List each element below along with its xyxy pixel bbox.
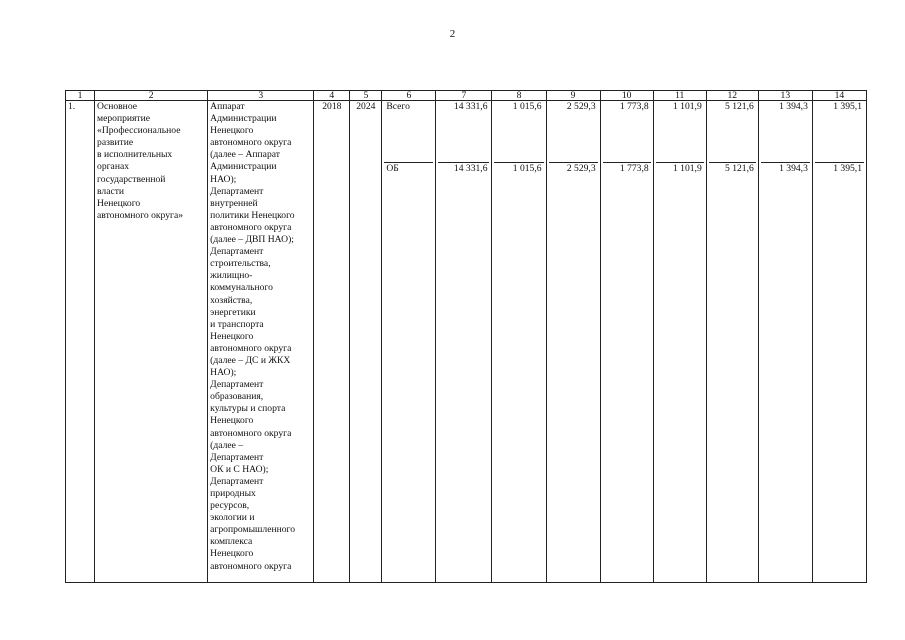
amount-ob: 5 121,6: [725, 163, 754, 174]
text-line: НАО);: [210, 173, 237, 185]
column-header: 5: [350, 91, 382, 101]
text-line: (далее – Аппарат: [210, 149, 280, 161]
text-line: политики Ненецкого: [210, 209, 295, 221]
text-line: энергетики: [210, 306, 256, 318]
amount-total: 1 773,8: [603, 101, 651, 163]
text-line: автономного округа»: [97, 209, 183, 221]
column-header: 12: [706, 91, 758, 101]
text-line: автономного округа: [210, 427, 292, 439]
page-number: 2: [449, 28, 456, 40]
amount-cell: [436, 101, 492, 583]
text-line: комплекса: [210, 536, 253, 548]
text-line: Ненецкого: [210, 548, 254, 560]
amount-cell: [812, 101, 866, 583]
text-line: Департамент: [210, 451, 264, 463]
amount-cell: [600, 101, 653, 583]
amount-total: 1 015,6: [494, 101, 543, 163]
text-line: экологии и: [210, 512, 255, 524]
text-line: Основное: [97, 101, 137, 112]
amount-ob: 14 331,6: [453, 163, 488, 174]
year-start: 2018: [314, 101, 350, 583]
column-header: 9: [546, 91, 600, 101]
text-line: коммунального: [210, 282, 273, 294]
column-header: 4: [314, 91, 350, 101]
amount-total: 2 529,3: [549, 101, 598, 163]
text-line: строительства,: [210, 258, 271, 270]
column-header: 10: [600, 91, 653, 101]
column-header: 1: [66, 91, 95, 101]
budget-table: [65, 90, 867, 583]
funding-source-ob: ОБ: [386, 163, 399, 174]
row-number: 1.: [66, 101, 95, 583]
text-line: образования,: [210, 391, 264, 403]
amount-total: 1 394,3: [761, 101, 810, 163]
amount-cell: [706, 101, 758, 583]
text-line: Администрации: [210, 161, 277, 173]
text-line: культуры и спорта: [210, 403, 286, 415]
amount-cell: [653, 101, 706, 583]
amount-total: 14 331,6: [438, 101, 489, 163]
column-header: 13: [758, 91, 812, 101]
amount-total: 1 395,1: [815, 101, 864, 163]
text-line: Департамент: [210, 379, 264, 391]
text-line: Департамент: [210, 475, 264, 487]
text-line: НАО);: [210, 367, 237, 379]
amount-cell: [758, 101, 812, 583]
text-line: ОК и С НАО);: [210, 463, 269, 475]
executor-list: [208, 101, 314, 583]
text-line: ресурсов,: [210, 500, 250, 512]
column-header: 6: [382, 91, 436, 101]
text-line: Ненецкого: [210, 125, 254, 137]
column-header: 8: [492, 91, 546, 101]
text-line: Ненецкого: [210, 330, 254, 342]
amount-ob: 1 773,8: [619, 163, 649, 174]
text-line: (далее – ДВП НАО);: [210, 234, 294, 246]
funding-source-total: Всего: [384, 101, 433, 163]
amount-ob: 2 529,3: [566, 163, 596, 174]
text-line: внутренней: [210, 197, 258, 209]
column-number-row: [66, 91, 867, 101]
text-line: власти: [97, 185, 125, 197]
year-end: 2024: [350, 101, 382, 583]
text-line: органах: [97, 161, 130, 173]
text-line: (далее – ДС и ЖКХ: [210, 354, 291, 366]
text-line: хозяйства,: [210, 294, 253, 306]
column-header: 2: [95, 91, 208, 101]
text-line: «Профессиональное: [97, 125, 181, 137]
amount-ob: 1 015,6: [512, 163, 542, 174]
text-line: развитие: [97, 137, 134, 149]
text-line: и транспорта: [210, 318, 264, 330]
amount-cell: [492, 101, 546, 583]
text-line: автономного округа: [210, 342, 292, 354]
amount-ob: 1 394,3: [779, 163, 808, 174]
table-row: [66, 101, 867, 583]
amount-cell: [546, 101, 600, 583]
text-line: Департамент: [210, 246, 264, 258]
text-line: мероприятие: [97, 113, 151, 125]
amount-ob: 1 101,9: [672, 163, 702, 174]
amount-total: 5 121,6: [709, 101, 756, 163]
text-line: Департамент: [210, 185, 264, 197]
column-header: 7: [436, 91, 492, 101]
column-header: 11: [653, 91, 706, 101]
text-line: жилищно-: [210, 270, 253, 282]
text-line: автономного округа: [210, 137, 292, 149]
text-line: автономного округа: [210, 560, 292, 572]
amount-total: 1 101,9: [656, 101, 704, 163]
text-line: Ненецкого: [210, 415, 254, 427]
text-line: Аппарат: [210, 101, 245, 112]
column-header: 3: [208, 91, 314, 101]
text-line: (далее –: [210, 439, 244, 451]
text-line: автономного округа: [210, 221, 292, 233]
funding-source-cell: [382, 101, 436, 583]
column-header: 14: [812, 91, 866, 101]
text-line: государственной: [97, 173, 166, 185]
event-name: [95, 101, 208, 583]
text-line: Ненецкого: [97, 197, 141, 209]
amount-ob: 1 395,1: [833, 163, 862, 174]
text-line: Администрации: [210, 113, 277, 125]
text-line: природных: [210, 488, 256, 499]
text-line: агропромышленного: [210, 524, 296, 536]
text-line: в исполнительных: [97, 149, 173, 161]
